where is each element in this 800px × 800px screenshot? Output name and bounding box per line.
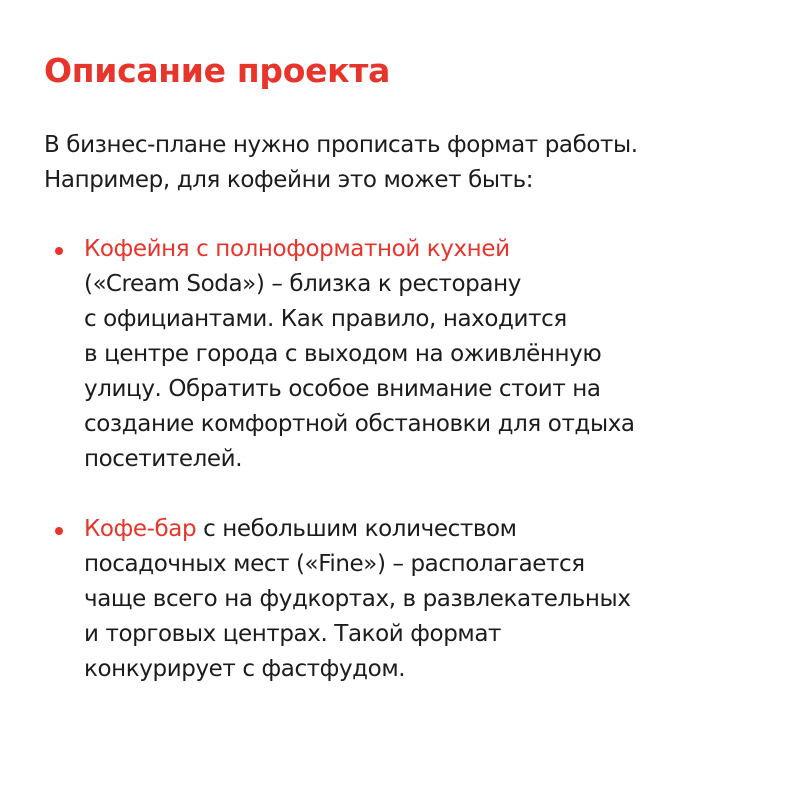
list-item-highlight: Кофейня с полноформатной кухней (84, 236, 510, 262)
bullet-dot-icon (55, 247, 63, 255)
intro-line: Например, для кофейни это может быть: (44, 167, 534, 193)
list-item-text (84, 232, 754, 477)
list-item-highlight: Кофе-бар (84, 516, 197, 542)
page-title: Описание проекта (44, 51, 391, 90)
bullet-dot-icon (55, 527, 63, 535)
list-item-line: в центре города с выходом на оживлённую (84, 341, 602, 367)
list-item-first-line-rest: с небольшим количеством (196, 516, 517, 542)
intro-line: В бизнес-плане нужно прописать формат работы. (44, 132, 638, 158)
list-item-first-line (84, 512, 754, 547)
list-item-line: конкурирует с фастфудом. (84, 656, 406, 682)
list-item-line: посадочных мест («Fine») – располагается (84, 551, 585, 577)
list-item-line: («Cream Soda») – близка к ресторану (84, 271, 521, 297)
list-item-line: чаще всего на фудкортах, в развлекательных (84, 586, 631, 612)
list-item-line: посетителей. (84, 446, 243, 472)
list-item-text (84, 512, 754, 687)
list-item-line: улицу. Обратить особое внимание стоит на (84, 376, 601, 402)
list-item-line: и торговых центрах. Такой формат (84, 621, 502, 647)
intro-paragraph (44, 128, 764, 198)
list-item-line: с официантами. Как правило, находится (84, 306, 567, 332)
list-item-line: создание комфортной обстановки для отдыха (84, 411, 635, 437)
